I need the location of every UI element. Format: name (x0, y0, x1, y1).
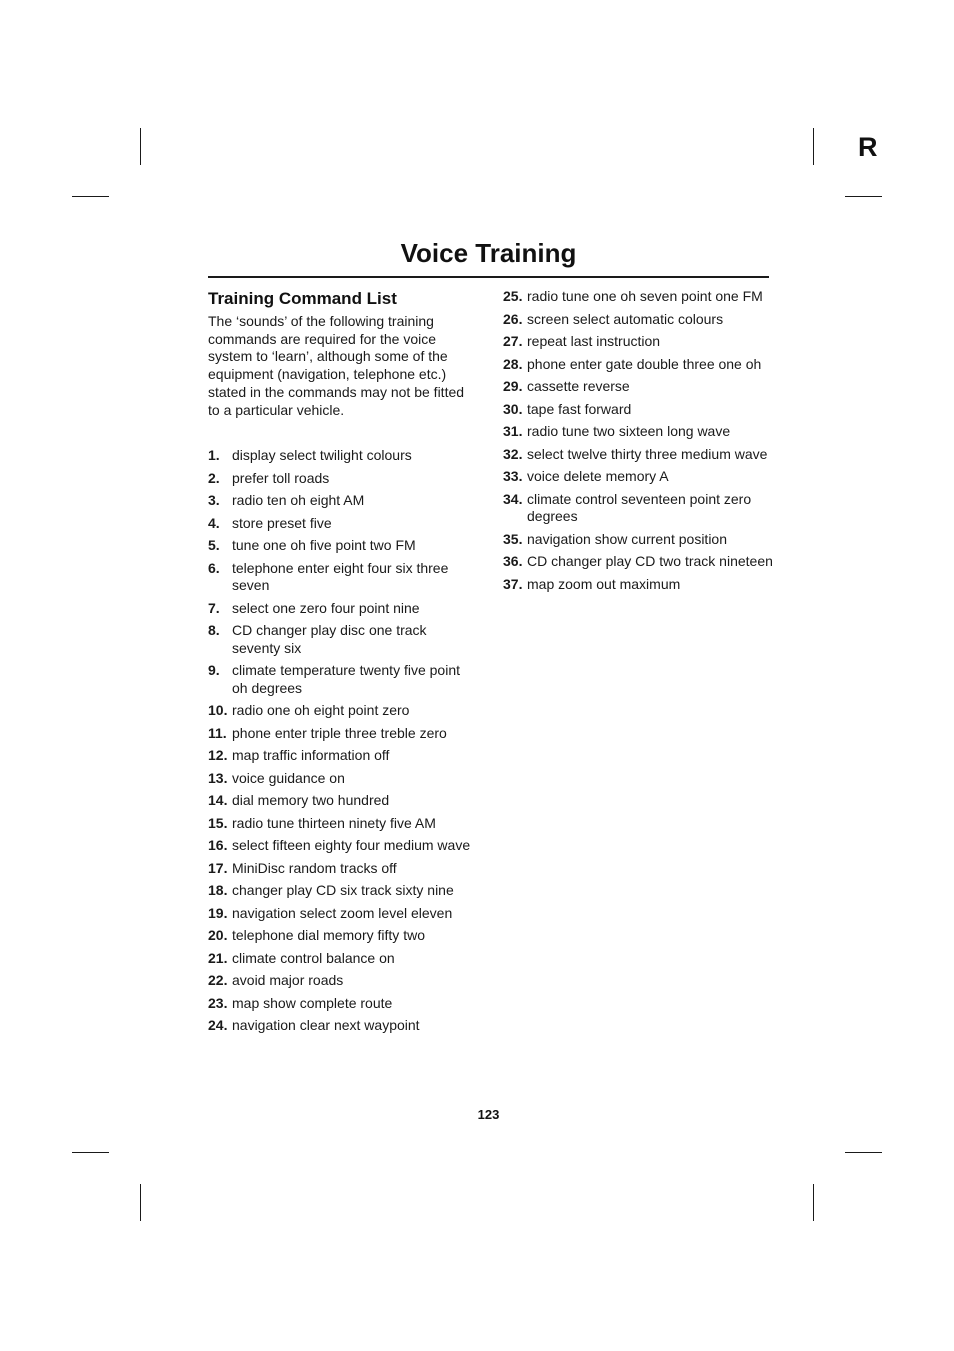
item-number: 13. (208, 769, 228, 786)
list-item (208, 972, 474, 990)
item-text: map show complete route (232, 994, 393, 1011)
list-item (503, 333, 773, 351)
item-text: climate control seventeen point zero degrees (527, 490, 752, 524)
command-list-left (208, 447, 474, 1035)
item-number: 15. (208, 814, 228, 831)
item-text: CD changer play CD two track nineteen (527, 553, 773, 569)
crop-mark-bottom-left-horizontal (72, 1152, 109, 1153)
item-number: 34. (503, 490, 523, 507)
item-text: climate control balance on (232, 949, 395, 966)
item-text: navigation show current position (527, 530, 728, 547)
list-item (208, 725, 474, 743)
item-text: select twelve thirty three medium wave (527, 445, 768, 462)
list-item (503, 553, 773, 571)
list-item (208, 515, 474, 533)
page-number: 123 (477, 1107, 500, 1122)
item-text: voice guidance on (232, 769, 345, 786)
item-text: phone enter triple three treble zero (232, 724, 447, 741)
item-number: 28. (503, 355, 523, 372)
list-item (503, 311, 773, 329)
item-text: screen select automatic colours (527, 310, 724, 327)
list-item (208, 1017, 474, 1035)
list-item (503, 288, 773, 306)
item-text: repeat last instruction (527, 333, 661, 349)
list-item (208, 560, 474, 595)
item-number: 37. (503, 575, 523, 592)
item-number: 30. (503, 400, 523, 417)
crop-mark-bottom-left-vertical (140, 1184, 141, 1221)
list-item (208, 860, 474, 878)
item-number: 23. (208, 994, 228, 1011)
list-item (208, 882, 474, 900)
item-text: avoid major roads (232, 972, 344, 989)
item-text: radio one oh eight point zero (232, 702, 410, 719)
item-text: select fifteen eighty four medium wave (232, 837, 471, 854)
item-number: 33. (503, 468, 523, 484)
page-title: Voice Training (400, 238, 577, 268)
list-item (208, 622, 474, 657)
item-text: display select twilight colours (232, 447, 412, 464)
item-text: climate temperature twenty five point oh degrees (232, 662, 460, 696)
item-number: 18. (208, 882, 228, 899)
item-number: 8. (208, 622, 220, 639)
list-item (208, 747, 474, 765)
item-text: radio tune two sixteen long wave (527, 423, 731, 439)
item-text: prefer toll roads (232, 469, 330, 486)
item-number: 25. (503, 288, 523, 304)
item-number: 27. (503, 333, 523, 349)
item-number: 19. (208, 904, 228, 921)
item-text: map traffic information off (232, 747, 390, 764)
item-text: navigation clear next waypoint (232, 1017, 420, 1034)
item-number: 4. (208, 514, 220, 531)
right-column (503, 288, 773, 598)
left-column (208, 288, 474, 1040)
command-list-right (503, 288, 773, 593)
list-item (208, 995, 474, 1013)
list-item (208, 950, 474, 968)
item-number: 5. (208, 537, 220, 554)
item-text: CD changer play disc one track seventy six (232, 622, 427, 656)
section-heading: Training Command List (208, 289, 397, 308)
item-text: radio tune thirteen ninety five AM (232, 814, 436, 831)
item-number: 22. (208, 972, 228, 989)
item-number: 24. (208, 1017, 228, 1034)
item-number: 7. (208, 599, 220, 616)
item-number: 6. (208, 559, 220, 576)
item-number: 10. (208, 702, 228, 719)
item-text: cassette reverse (527, 378, 630, 394)
crop-mark-top-right-vertical (813, 128, 814, 165)
list-item (503, 531, 773, 549)
intro-paragraph: The ‘sounds’ of the following training commands are required for the voice system to ‘learn’, although some of the equipment (navigation, telephone etc.) stated in the commands may not be fitted to a particular vehicle. (208, 313, 465, 418)
item-text: tune one oh five point two FM (232, 537, 416, 554)
item-text: select one zero four point nine (232, 599, 420, 616)
item-number: 29. (503, 378, 523, 394)
list-item (208, 927, 474, 945)
item-number: 2. (208, 469, 220, 486)
list-item (208, 702, 474, 720)
item-number: 11. (208, 724, 227, 741)
list-item (503, 356, 773, 374)
list-item (208, 492, 474, 510)
list-item (503, 423, 773, 441)
item-text: telephone dial memory fifty two (232, 927, 425, 944)
item-number: 35. (503, 530, 523, 547)
item-text: radio ten oh eight AM (232, 492, 365, 509)
item-number: 17. (208, 859, 228, 876)
item-text: MiniDisc random tracks off (232, 859, 397, 876)
item-text: navigation select zoom level eleven (232, 904, 453, 921)
list-item (503, 576, 773, 594)
item-number: 21. (208, 949, 228, 966)
list-item (208, 770, 474, 788)
item-number: 36. (503, 553, 523, 569)
list-item (208, 447, 474, 465)
list-item (503, 446, 773, 464)
item-number: 26. (503, 310, 523, 327)
list-item (503, 401, 773, 419)
item-number: 3. (208, 492, 220, 509)
item-number: 9. (208, 662, 220, 679)
item-number: 32. (503, 445, 523, 462)
list-item (208, 662, 474, 697)
list-item (503, 468, 773, 486)
item-text: store preset five (232, 514, 332, 531)
list-item (208, 815, 474, 833)
list-item (503, 491, 773, 526)
title-rule (208, 276, 769, 278)
item-number: 16. (208, 837, 228, 854)
item-text: radio tune one oh seven point one FM (527, 288, 763, 304)
item-text: voice delete memory A (527, 468, 669, 484)
list-item (208, 792, 474, 810)
item-text: changer play CD six track sixty nine (232, 882, 454, 899)
item-number: 12. (208, 747, 228, 764)
list-item (208, 600, 474, 618)
item-text: phone enter gate double three one oh (527, 355, 762, 372)
item-text: telephone enter eight four six three seven (232, 559, 449, 594)
crop-mark-top-left-vertical (140, 128, 141, 165)
list-item (208, 470, 474, 488)
list-item (208, 837, 474, 855)
crop-mark-bottom-right-vertical (813, 1184, 814, 1221)
section-letter: R (858, 132, 878, 162)
item-text: dial memory two hundred (232, 792, 390, 809)
list-item (208, 905, 474, 923)
item-number: 20. (208, 927, 228, 944)
crop-mark-top-left-horizontal (72, 196, 109, 197)
crop-mark-top-right-horizontal (845, 196, 882, 197)
item-number: 31. (503, 423, 523, 439)
list-item (503, 378, 773, 396)
list-item (208, 537, 474, 555)
item-text: map zoom out maximum (527, 575, 681, 592)
item-number: 14. (208, 792, 228, 809)
crop-mark-bottom-right-horizontal (845, 1152, 882, 1153)
item-number: 1. (208, 447, 220, 464)
item-text: tape fast forward (527, 400, 632, 417)
